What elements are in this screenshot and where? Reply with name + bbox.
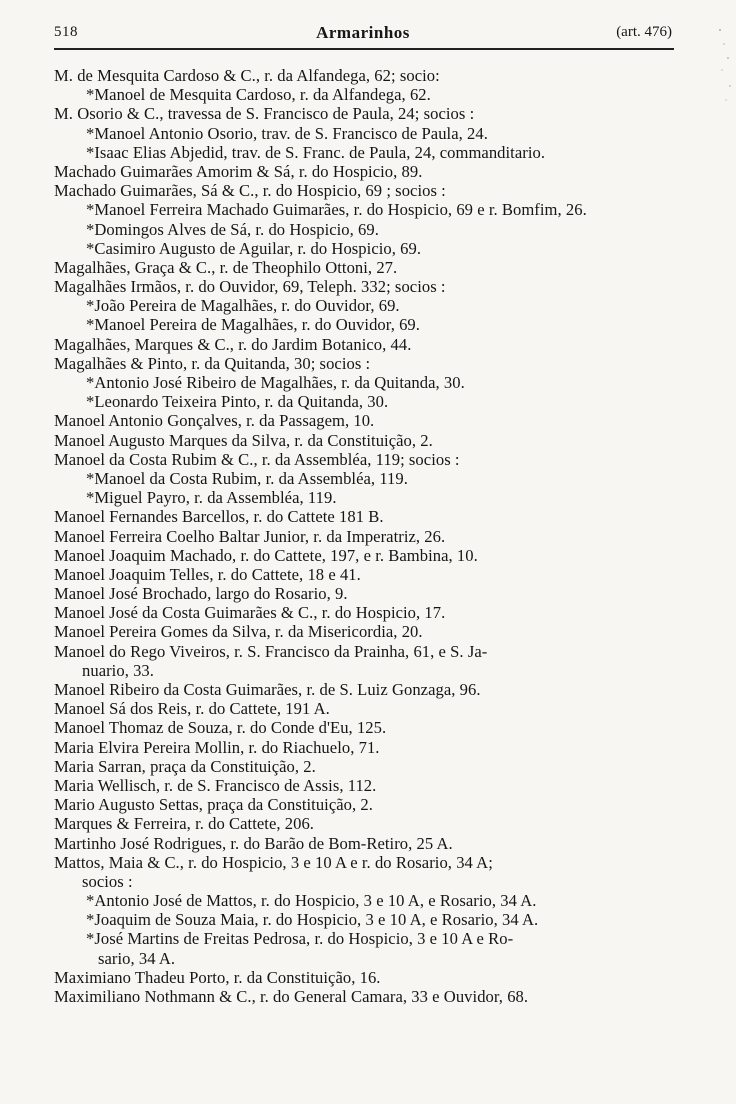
entry-line: Magalhães, Marques & C., r. do Jardim Botanico, 44.: [54, 334, 412, 354]
partner-line: *Casimiro Augusto de Aguilar, r. do Hospicio, 69.: [86, 238, 422, 258]
page-number: 518: [54, 24, 78, 40]
entry-line: Manoel Ribeiro da Costa Guimarães, r. de S. Luiz Gonzaga, 96.: [54, 680, 481, 699]
running-title: Armarinhos: [316, 23, 410, 42]
continuation-line: sario, 34 A.: [98, 948, 176, 968]
entry-line: Martinho José Rodrigues, r. do Barão de Bom-Retiro, 25 A.: [54, 833, 453, 853]
entry-line: Manoel do Rego Viveiros, r. S. Francisco da Prainha, 61, e S. Ja-: [54, 641, 488, 661]
entry-line: Manoel da Costa Rubim & C., r. da Assembléa, 119; socios :: [54, 449, 460, 469]
directory-entries: [54, 66, 682, 1006]
entry-line: Manoel Augusto Marques da Silva, r. da Constituição, 2.: [54, 430, 433, 450]
partner-line: *Domingos Alves de Sá, r. do Hospicio, 69.: [86, 219, 379, 239]
entry-line: Manoel Antonio Gonçalves, r. da Passagem, 10.: [54, 411, 375, 431]
article-reference: (art. 476): [616, 24, 672, 40]
entry-line: Manoel Joaquim Telles, r. do Cattete, 18 e 41.: [54, 564, 361, 584]
entry-line: Magalhães Irmãos, r. do Ouvidor, 69, Teleph. 332; socios :: [54, 277, 446, 297]
entry-line: Manoel Pereira Gomes da Silva, r. da Misericordia, 20.: [54, 622, 423, 642]
page-edge-specks: [676, 0, 736, 200]
partner-line: *Miguel Payro, r. da Assembléa, 119.: [86, 488, 337, 508]
header-rule: [54, 48, 674, 50]
entry-line: Manoel José da Costa Guimarães & C., r. do Hospicio, 17.: [54, 603, 446, 623]
entry-line: Mattos, Maia & C., r. do Hospicio, 3 e 10 A e r. do Rosario, 34 A;: [54, 852, 493, 872]
entry-line: Magalhães & Pinto, r. da Quitanda, 30; socios :: [54, 353, 371, 373]
partner-line: *Antonio José de Mattos, r. do Hospicio, 3 e 10 A, e Rosario, 34 A.: [86, 891, 537, 911]
partner-line: *Leonardo Teixeira Pinto, r. da Quitanda, 30.: [86, 392, 389, 412]
entry-line: Manoel Fernandes Barcellos, r. do Cattete 181 B.: [54, 507, 384, 527]
entry-line: Manoel Joaquim Machado, r. do Cattete, 197, e r. Bambina, 10.: [54, 545, 478, 565]
partner-line: *Manoel da Costa Rubim, r. da Assembléa, 119.: [86, 468, 408, 488]
entry-line: Magalhães, Graça & C., r. de Theophilo Ottoni, 27.: [54, 257, 398, 277]
continuation-line: nuario, 33.: [82, 660, 154, 680]
partner-line: *Isaac Elias Abjedid, trav. de S. Franc. de Paula, 24, commanditario.: [86, 142, 546, 162]
entry-line: Manoel José Brochado, largo do Rosario, 9.: [54, 584, 348, 604]
entry-line: Maria Wellisch, r. de S. Francisco de Assis, 112.: [54, 775, 377, 795]
entry-line: Maria Sarran, praça da Constituição, 2.: [54, 756, 316, 776]
entry-line: Manoel Ferreira Coelho Baltar Junior, r. da Imperatriz, 26.: [54, 526, 446, 546]
partner-line: *Manoel Antonio Osorio, trav. de S. Francisco de Paula, 24.: [86, 123, 488, 143]
entry-line: Machado Guimarães, Sá & C., r. do Hospicio, 69 ; socios :: [54, 181, 446, 201]
partner-line: *Manoel Ferreira Machado Guimarães, r. do Hospicio, 69 e r. Bomfim, 26.: [86, 200, 587, 220]
page-header: [54, 24, 672, 50]
entry-line: Mario Augusto Settas, praça da Constituição, 2.: [54, 795, 373, 815]
entry-line: M. Osorio & C., travessa de S. Francisco de Paula, 24; socios :: [54, 104, 475, 124]
continuation-line: socios :: [82, 871, 133, 891]
entry-line: M. de Mesquita Cardoso & C., r. da Alfandega, 62; socio:: [54, 66, 440, 85]
partner-line: *Antonio José Ribeiro de Magalhães, r. da Quitanda, 30.: [86, 373, 465, 392]
partner-line: *João Pereira de Magalhães, r. do Ouvidor, 69.: [86, 296, 400, 316]
entry-line: Maximiliano Nothmann & C., r. do General Camara, 33 e Ouvidor, 68.: [54, 987, 529, 1006]
entry-line: Manoel Sá dos Reis, r. do Cattete, 191 A.: [54, 699, 330, 719]
entry-line: Maria Elvira Pereira Mollin, r. do Riachuelo, 71.: [54, 737, 380, 757]
partner-line: *Manoel Pereira de Magalhães, r. do Ouvidor, 69.: [86, 315, 420, 335]
partner-line: *José Martins de Freitas Pedrosa, r. do Hospicio, 3 e 10 A e Ro-: [86, 929, 514, 949]
entry-line: Manoel Thomaz de Souza, r. do Conde d'Eu, 125.: [54, 718, 387, 738]
partner-line: *Joaquim de Souza Maia, r. do Hospicio, 3 e 10 A, e Rosario, 34 A.: [86, 910, 539, 930]
entry-line: Maximiano Thadeu Porto, r. da Constituição, 16.: [54, 967, 381, 987]
entry-line: Machado Guimarães Amorim & Sá, r. do Hospicio, 89.: [54, 161, 423, 181]
entry-line: Marques & Ferreira, r. do Cattete, 206.: [54, 814, 315, 834]
partner-line: *Manoel de Mesquita Cardoso, r. da Alfandega, 62.: [86, 85, 431, 105]
